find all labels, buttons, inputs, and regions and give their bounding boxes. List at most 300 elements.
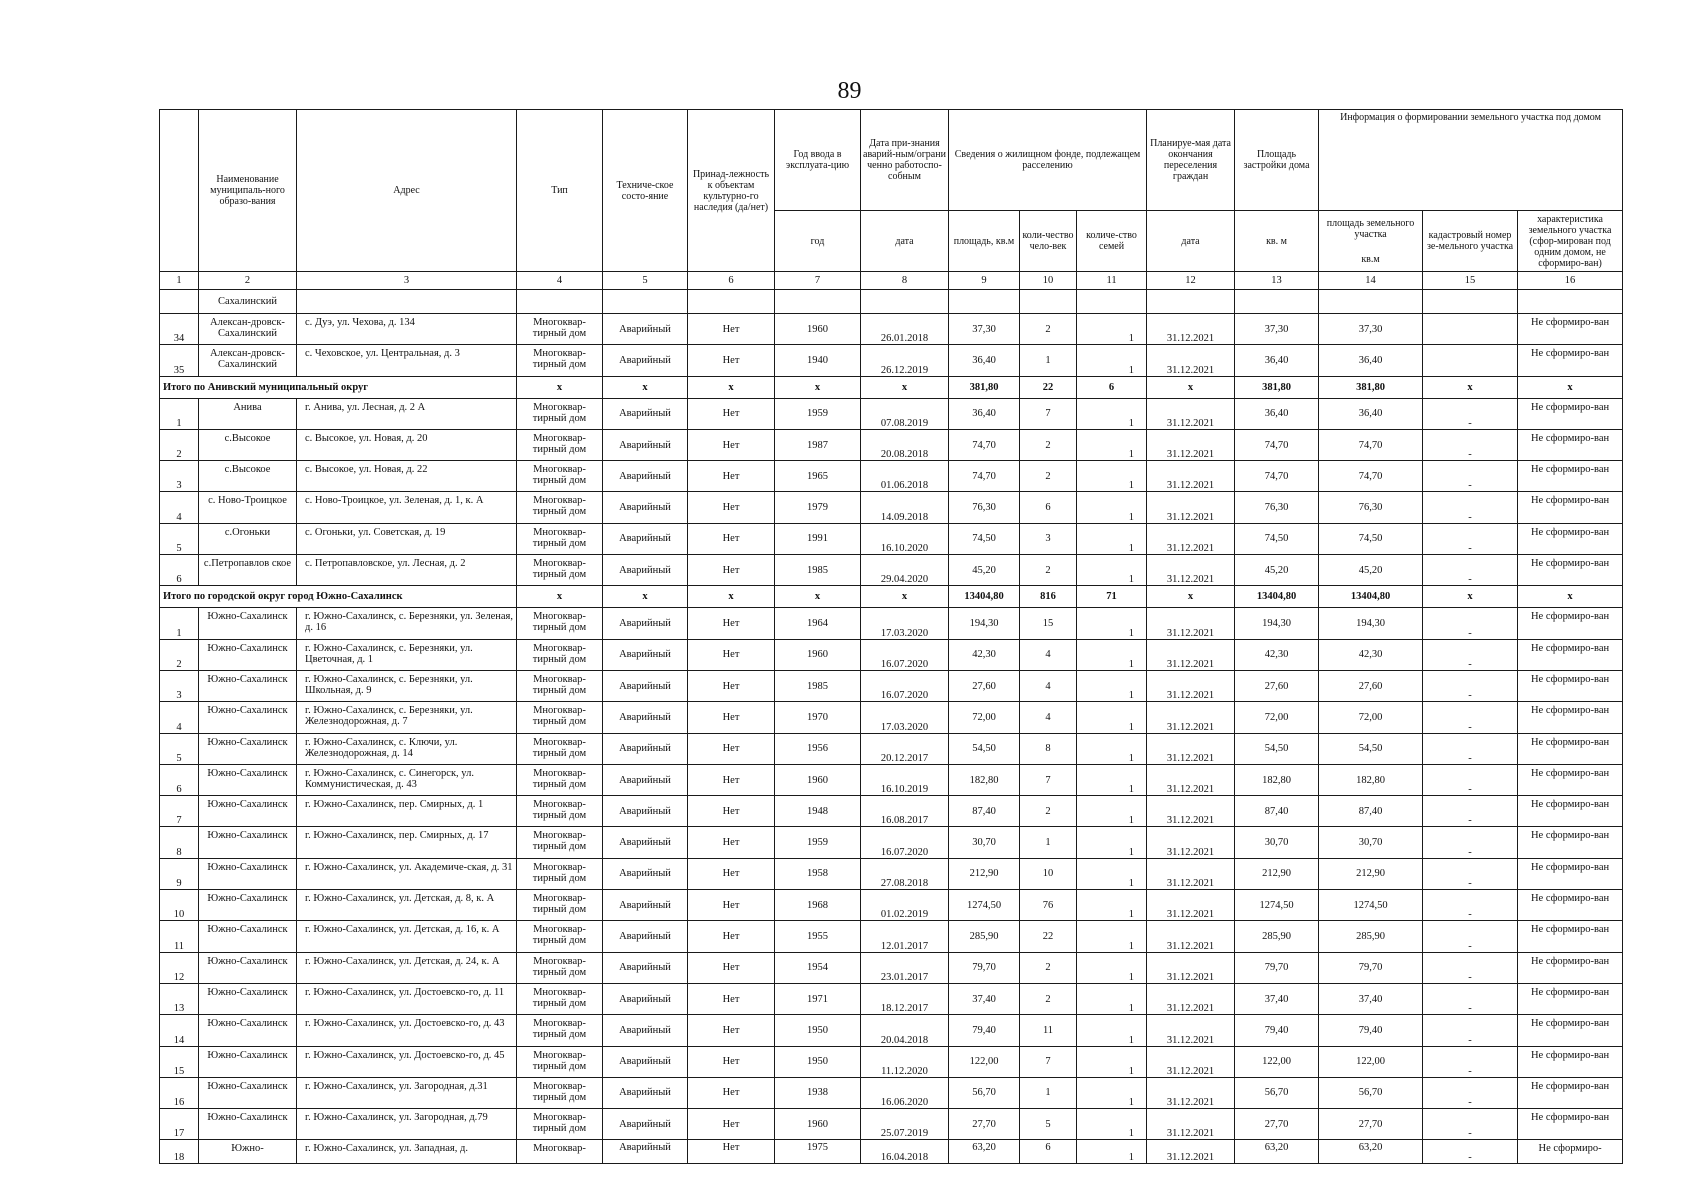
row-municipality: с.Огоньки <box>199 523 297 554</box>
row-municipality: Южно-Сахалинск <box>199 858 297 889</box>
row-land-area: 63,20 <box>1319 1140 1423 1164</box>
row-families: 1 <box>1077 983 1147 1014</box>
region-blank <box>1423 290 1518 314</box>
region-blank <box>861 290 949 314</box>
row-people: 6 <box>1020 492 1077 523</box>
row-municipality: Южно-Сахалинск <box>199 733 297 764</box>
row-type: Многоквар-тирный дом <box>517 858 603 889</box>
row-number: 5 <box>160 523 199 554</box>
row-heritage: Нет <box>688 429 775 460</box>
row-land-char: Не сформиро-ван <box>1518 1046 1623 1077</box>
row-area: 27,60 <box>949 670 1020 701</box>
row-families: 1 <box>1077 764 1147 795</box>
row-plan-date: 31.12.2021 <box>1147 314 1235 345</box>
row-year: 1954 <box>775 952 861 983</box>
table-row <box>160 608 1623 639</box>
row-plan-date: 31.12.2021 <box>1147 429 1235 460</box>
row-number: 9 <box>160 858 199 889</box>
row-municipality: с.Петропавлов ское <box>199 555 297 586</box>
row-state: Аварийный <box>603 952 688 983</box>
row-area: 42,30 <box>949 639 1020 670</box>
row-people: 4 <box>1020 639 1077 670</box>
total-x: х <box>861 586 949 608</box>
row-cadastral: - <box>1423 398 1518 429</box>
row-cadastral: - <box>1423 890 1518 921</box>
row-build-area: 72,00 <box>1235 702 1319 733</box>
row-state: Аварийный <box>603 1140 688 1164</box>
row-state: Аварийный <box>603 523 688 554</box>
row-address: с. Ново-Троицкое, ул. Зеленая, д. 1, к. А <box>297 492 517 523</box>
row-date: 01.06.2018 <box>861 461 949 492</box>
row-people: 15 <box>1020 608 1077 639</box>
row-people: 1 <box>1020 1077 1077 1108</box>
total-build-area: 13404,80 <box>1235 586 1319 608</box>
row-municipality: Южно-Сахалинск <box>199 796 297 827</box>
total-x: х <box>1518 376 1623 398</box>
row-address: г. Южно-Сахалинск, ул. Загородная, д.31 <box>297 1077 517 1108</box>
row-date: 16.06.2020 <box>861 1077 949 1108</box>
region-blank <box>775 290 861 314</box>
row-year: 1964 <box>775 608 861 639</box>
row-land-area: 122,00 <box>1319 1046 1423 1077</box>
row-land-area: 36,40 <box>1319 398 1423 429</box>
row-municipality: Южно-Сахалинск <box>199 639 297 670</box>
row-number: 2 <box>160 639 199 670</box>
row-number: 6 <box>160 555 199 586</box>
row-families: 1 <box>1077 1046 1147 1077</box>
row-heritage: Нет <box>688 1109 775 1140</box>
row-plan-date: 31.12.2021 <box>1147 1140 1235 1164</box>
row-plan-date: 31.12.2021 <box>1147 1046 1235 1077</box>
row-heritage: Нет <box>688 492 775 523</box>
row-state: Аварийный <box>603 670 688 701</box>
row-heritage: Нет <box>688 1077 775 1108</box>
row-plan-date: 31.12.2021 <box>1147 555 1235 586</box>
row-state: Аварийный <box>603 1077 688 1108</box>
row-land-char: Не сформиро-ван <box>1518 1077 1623 1108</box>
row-families: 1 <box>1077 639 1147 670</box>
row-people: 8 <box>1020 733 1077 764</box>
row-number: 8 <box>160 827 199 858</box>
row-cadastral: - <box>1423 639 1518 670</box>
total-row <box>160 376 1623 398</box>
row-municipality: Южно-Сахалинск <box>199 983 297 1014</box>
row-families: 1 <box>1077 461 1147 492</box>
row-people: 10 <box>1020 858 1077 889</box>
row-families: 1 <box>1077 398 1147 429</box>
row-address: с. Петропавловское, ул. Лесная, д. 2 <box>297 555 517 586</box>
row-date: 26.12.2019 <box>861 345 949 376</box>
row-type: Многоквар-тирный дом <box>517 639 603 670</box>
row-families: 1 <box>1077 921 1147 952</box>
row-area: 63,20 <box>949 1140 1020 1164</box>
row-cadastral: - <box>1423 1077 1518 1108</box>
row-area: 122,00 <box>949 1046 1020 1077</box>
row-land-area: 27,60 <box>1319 670 1423 701</box>
total-label: Итого по городской округ город Южно-Сахалинск <box>160 586 517 608</box>
row-build-area: 30,70 <box>1235 827 1319 858</box>
row-families: 1 <box>1077 1140 1147 1164</box>
column-number-cell: 13 <box>1235 272 1319 290</box>
row-year: 1959 <box>775 398 861 429</box>
row-year: 1960 <box>775 764 861 795</box>
total-x: х <box>775 376 861 398</box>
row-number: 18 <box>160 1140 199 1164</box>
row-families: 1 <box>1077 702 1147 733</box>
row-families: 1 <box>1077 523 1147 554</box>
row-build-area: 74,70 <box>1235 461 1319 492</box>
total-x: х <box>1147 586 1235 608</box>
row-number: 17 <box>160 1109 199 1140</box>
row-state: Аварийный <box>603 639 688 670</box>
row-municipality: с.Высокое <box>199 461 297 492</box>
row-plan-date: 31.12.2021 <box>1147 858 1235 889</box>
row-date: 01.02.2019 <box>861 890 949 921</box>
header-municipality: Наименование муниципаль-ного образо-вания <box>199 110 297 272</box>
row-address: г. Южно-Сахалинск, с. Березняки, ул. Зеленая, д. 16 <box>297 608 517 639</box>
row-cadastral: - <box>1423 827 1518 858</box>
row-plan-date: 31.12.2021 <box>1147 733 1235 764</box>
row-municipality: Южно-Сахалинск <box>199 952 297 983</box>
row-people: 2 <box>1020 461 1077 492</box>
header-build-area: Площадь застройки дома <box>1235 110 1319 211</box>
row-build-area: 27,60 <box>1235 670 1319 701</box>
row-number: 16 <box>160 1077 199 1108</box>
region-blank <box>1147 290 1235 314</box>
row-land-char: Не сформиро-ван <box>1518 398 1623 429</box>
column-number-cell: 11 <box>1077 272 1147 290</box>
row-build-area: 56,70 <box>1235 1077 1319 1108</box>
row-area: 45,20 <box>949 555 1020 586</box>
row-land-area: 27,70 <box>1319 1109 1423 1140</box>
total-land-area: 381,80 <box>1319 376 1423 398</box>
row-municipality: Южно-Сахалинск <box>199 827 297 858</box>
row-cadastral: - <box>1423 733 1518 764</box>
row-land-char: Не сформиро-ван <box>1518 345 1623 376</box>
row-land-char: Не сформиро-ван <box>1518 523 1623 554</box>
row-type: Многоквар-тирный дом <box>517 890 603 921</box>
row-heritage: Нет <box>688 952 775 983</box>
total-x: х <box>517 376 603 398</box>
total-x: х <box>1518 586 1623 608</box>
table-row <box>160 827 1623 858</box>
column-number-cell: 16 <box>1518 272 1623 290</box>
row-plan-date: 31.12.2021 <box>1147 921 1235 952</box>
row-municipality: Южно-Сахалинск <box>199 1109 297 1140</box>
column-number-cell: 12 <box>1147 272 1235 290</box>
row-year: 1938 <box>775 1077 861 1108</box>
row-land-char: Не сформиро-ван <box>1518 796 1623 827</box>
row-families: 1 <box>1077 1077 1147 1108</box>
total-label: Итого по Анивский муниципальный округ <box>160 376 517 398</box>
region-blank <box>517 290 603 314</box>
row-area: 74,70 <box>949 461 1020 492</box>
row-build-area: 74,70 <box>1235 429 1319 460</box>
row-plan-date: 31.12.2021 <box>1147 1077 1235 1108</box>
row-build-area: 76,30 <box>1235 492 1319 523</box>
row-plan-date: 31.12.2021 <box>1147 1109 1235 1140</box>
column-number-cell: 14 <box>1319 272 1423 290</box>
row-land-area: 182,80 <box>1319 764 1423 795</box>
row-heritage: Нет <box>688 702 775 733</box>
total-people: 22 <box>1020 376 1077 398</box>
row-municipality: Южно-Сахалинск <box>199 890 297 921</box>
row-people: 2 <box>1020 952 1077 983</box>
column-number-cell: 10 <box>1020 272 1077 290</box>
column-number-cell: 15 <box>1423 272 1518 290</box>
row-people: 2 <box>1020 983 1077 1014</box>
header-land-char: характеристика земельного участка (сфор-мирован под одним домом, не сформиро-ван) <box>1518 211 1623 272</box>
row-cadastral: - <box>1423 1046 1518 1077</box>
row-year: 1971 <box>775 983 861 1014</box>
total-x: х <box>1423 376 1518 398</box>
row-families: 1 <box>1077 858 1147 889</box>
row-families: 1 <box>1077 1015 1147 1046</box>
row-plan-date: 31.12.2021 <box>1147 608 1235 639</box>
header-plan-date: дата <box>1147 211 1235 272</box>
row-land-area: 87,40 <box>1319 796 1423 827</box>
row-municipality: Южно-Сахалинск <box>199 608 297 639</box>
table-row <box>160 429 1623 460</box>
row-build-area: 36,40 <box>1235 398 1319 429</box>
region-blank <box>1020 290 1077 314</box>
row-area: 56,70 <box>949 1077 1020 1108</box>
row-people: 5 <box>1020 1109 1077 1140</box>
row-cadastral: - <box>1423 796 1518 827</box>
row-number: 4 <box>160 492 199 523</box>
table-row <box>160 345 1623 376</box>
row-build-area: 45,20 <box>1235 555 1319 586</box>
row-build-area: 79,40 <box>1235 1015 1319 1046</box>
row-type: Многоквар-тирный дом <box>517 983 603 1014</box>
row-land-area: 212,90 <box>1319 858 1423 889</box>
row-address: с. Высокое, ул. Новая, д. 20 <box>297 429 517 460</box>
row-type: Многоквар-тирный дом <box>517 398 603 429</box>
row-families: 1 <box>1077 827 1147 858</box>
row-municipality: с. Ново-Троицкое <box>199 492 297 523</box>
row-type: Многоквар-тирный дом <box>517 1077 603 1108</box>
row-families: 1 <box>1077 314 1147 345</box>
row-land-char: Не сформиро-ван <box>1518 492 1623 523</box>
header-num <box>160 110 199 272</box>
region-blank <box>603 290 688 314</box>
total-x: х <box>517 586 603 608</box>
row-year: 1960 <box>775 639 861 670</box>
total-people: 816 <box>1020 586 1077 608</box>
row-cadastral: - <box>1423 764 1518 795</box>
total-x: х <box>1147 376 1235 398</box>
table-row <box>160 764 1623 795</box>
row-date: 25.07.2019 <box>861 1109 949 1140</box>
row-number: 34 <box>160 314 199 345</box>
total-land-area: 13404,80 <box>1319 586 1423 608</box>
row-heritage: Нет <box>688 890 775 921</box>
row-heritage: Нет <box>688 398 775 429</box>
row-state: Аварийный <box>603 827 688 858</box>
row-land-area: 74,70 <box>1319 429 1423 460</box>
row-number: 2 <box>160 429 199 460</box>
row-plan-date: 31.12.2021 <box>1147 1015 1235 1046</box>
header-families: количе-ство семей <box>1077 211 1147 272</box>
row-land-char: Не сформиро-ван <box>1518 670 1623 701</box>
row-municipality: Южно-Сахалинск <box>199 1046 297 1077</box>
row-land-char: Не сформиро-ван <box>1518 639 1623 670</box>
header-land-area <box>1319 211 1423 272</box>
row-address: г. Южно-Сахалинск, пер. Смирных, д. 1 <box>297 796 517 827</box>
row-heritage: Нет <box>688 796 775 827</box>
row-people: 2 <box>1020 796 1077 827</box>
total-x: х <box>861 376 949 398</box>
row-date: 11.12.2020 <box>861 1046 949 1077</box>
row-build-area: 182,80 <box>1235 764 1319 795</box>
row-year: 1940 <box>775 345 861 376</box>
row-date: 17.03.2020 <box>861 608 949 639</box>
row-municipality: с.Высокое <box>199 429 297 460</box>
row-type: Многоквар-тирный дом <box>517 702 603 733</box>
row-people: 4 <box>1020 670 1077 701</box>
column-number-cell: 3 <box>297 272 517 290</box>
row-date: 20.08.2018 <box>861 429 949 460</box>
row-heritage: Нет <box>688 345 775 376</box>
row-number: 13 <box>160 983 199 1014</box>
total-area: 13404,80 <box>949 586 1020 608</box>
row-year: 1968 <box>775 890 861 921</box>
row-address: г. Южно-Сахалинск, с. Березняки, ул. Железнодорожная, д. 7 <box>297 702 517 733</box>
row-area: 212,90 <box>949 858 1020 889</box>
row-state: Аварийный <box>603 858 688 889</box>
table-body <box>160 272 1623 1164</box>
table-row <box>160 1015 1623 1046</box>
row-cadastral: - <box>1423 702 1518 733</box>
row-land-char: Не сформиро-ван <box>1518 1015 1623 1046</box>
region-blank <box>1077 290 1147 314</box>
row-municipality: Алексан-дровск-Сахалинский <box>199 345 297 376</box>
row-number: 14 <box>160 1015 199 1046</box>
row-people: 7 <box>1020 1046 1077 1077</box>
row-date: 16.04.2018 <box>861 1140 949 1164</box>
row-area: 182,80 <box>949 764 1020 795</box>
row-heritage: Нет <box>688 523 775 554</box>
header-cadastral: кадастровый номер зе-мельного участка <box>1423 211 1518 272</box>
column-number-cell: 6 <box>688 272 775 290</box>
row-type: Многоквар-тирный дом <box>517 827 603 858</box>
row-heritage: Нет <box>688 608 775 639</box>
row-heritage: Нет <box>688 314 775 345</box>
row-date: 23.01.2017 <box>861 952 949 983</box>
row-build-area: 285,90 <box>1235 921 1319 952</box>
row-year: 1985 <box>775 670 861 701</box>
row-year: 1950 <box>775 1046 861 1077</box>
row-type: Многоквар-тирный дом <box>517 796 603 827</box>
row-state: Аварийный <box>603 702 688 733</box>
row-cadastral: - <box>1423 608 1518 639</box>
row-type: Многоквар-тирный дом <box>517 314 603 345</box>
row-year: 1965 <box>775 461 861 492</box>
row-type: Многоквар-тирный дом <box>517 952 603 983</box>
table-row <box>160 639 1623 670</box>
row-land-area: 74,50 <box>1319 523 1423 554</box>
row-municipality: Алексан-дровск-Сахалинский <box>199 314 297 345</box>
row-area: 74,70 <box>949 429 1020 460</box>
row-land-area: 1274,50 <box>1319 890 1423 921</box>
table-row <box>160 555 1623 586</box>
header-land-area-unit: кв.м <box>1361 253 1380 265</box>
row-build-area: 74,50 <box>1235 523 1319 554</box>
table-row <box>160 523 1623 554</box>
row-state: Аварийный <box>603 921 688 952</box>
row-land-area: 37,30 <box>1319 314 1423 345</box>
row-state: Аварийный <box>603 796 688 827</box>
row-heritage: Нет <box>688 764 775 795</box>
row-cadastral <box>1423 345 1518 376</box>
row-land-char: Не сформиро-ван <box>1518 733 1623 764</box>
row-land-area: 42,30 <box>1319 639 1423 670</box>
row-cadastral: - <box>1423 1109 1518 1140</box>
header-date-emergency: Дата при-знания аварий-ным/ограни ченно работоспо-собным <box>861 110 949 211</box>
row-plan-date: 31.12.2021 <box>1147 764 1235 795</box>
row-type: Многоквар- <box>517 1140 603 1164</box>
row-families: 1 <box>1077 1109 1147 1140</box>
row-year: 1991 <box>775 523 861 554</box>
row-land-char: Не сформиро- <box>1518 1140 1623 1164</box>
row-address: с. Огоньки, ул. Советская, д. 19 <box>297 523 517 554</box>
row-state: Аварийный <box>603 733 688 764</box>
region-blank <box>160 290 199 314</box>
row-heritage: Нет <box>688 639 775 670</box>
table-row <box>160 921 1623 952</box>
row-build-area: 212,90 <box>1235 858 1319 889</box>
row-land-area: 194,30 <box>1319 608 1423 639</box>
row-area: 37,30 <box>949 314 1020 345</box>
row-type: Многоквар-тирный дом <box>517 461 603 492</box>
row-families: 1 <box>1077 492 1147 523</box>
row-families: 1 <box>1077 608 1147 639</box>
row-address: г. Южно-Сахалинск, ул. Достоевско-го, д. 45 <box>297 1046 517 1077</box>
row-land-char: Не сформиро-ван <box>1518 983 1623 1014</box>
row-people: 2 <box>1020 429 1077 460</box>
row-state: Аварийный <box>603 608 688 639</box>
row-land-area: 79,40 <box>1319 1015 1423 1046</box>
row-area: 30,70 <box>949 827 1020 858</box>
row-date: 20.04.2018 <box>861 1015 949 1046</box>
row-year: 1955 <box>775 921 861 952</box>
row-heritage: Нет <box>688 555 775 586</box>
row-land-area: 56,70 <box>1319 1077 1423 1108</box>
row-type: Многоквар-тирный дом <box>517 1046 603 1077</box>
row-state: Аварийный <box>603 1046 688 1077</box>
column-number-cell: 9 <box>949 272 1020 290</box>
row-land-char: Не сформиро-ван <box>1518 764 1623 795</box>
row-build-area: 42,30 <box>1235 639 1319 670</box>
row-land-area: 72,00 <box>1319 702 1423 733</box>
row-state: Аварийный <box>603 429 688 460</box>
row-number: 3 <box>160 461 199 492</box>
row-people: 2 <box>1020 314 1077 345</box>
row-cadastral: - <box>1423 1015 1518 1046</box>
row-plan-date: 31.12.2021 <box>1147 796 1235 827</box>
page-number: 89 <box>837 78 862 104</box>
row-cadastral: - <box>1423 952 1518 983</box>
row-land-area: 37,40 <box>1319 983 1423 1014</box>
header-sqm: кв. м <box>1235 211 1319 272</box>
row-land-char: Не сформиро-ван <box>1518 1109 1623 1140</box>
row-land-char: Не сформиро-ван <box>1518 890 1623 921</box>
table-row <box>160 1109 1623 1140</box>
row-address: с. Дуэ, ул. Чехова, д. 134 <box>297 314 517 345</box>
row-area: 285,90 <box>949 921 1020 952</box>
row-type: Многоквар-тирный дом <box>517 670 603 701</box>
row-year: 1956 <box>775 733 861 764</box>
